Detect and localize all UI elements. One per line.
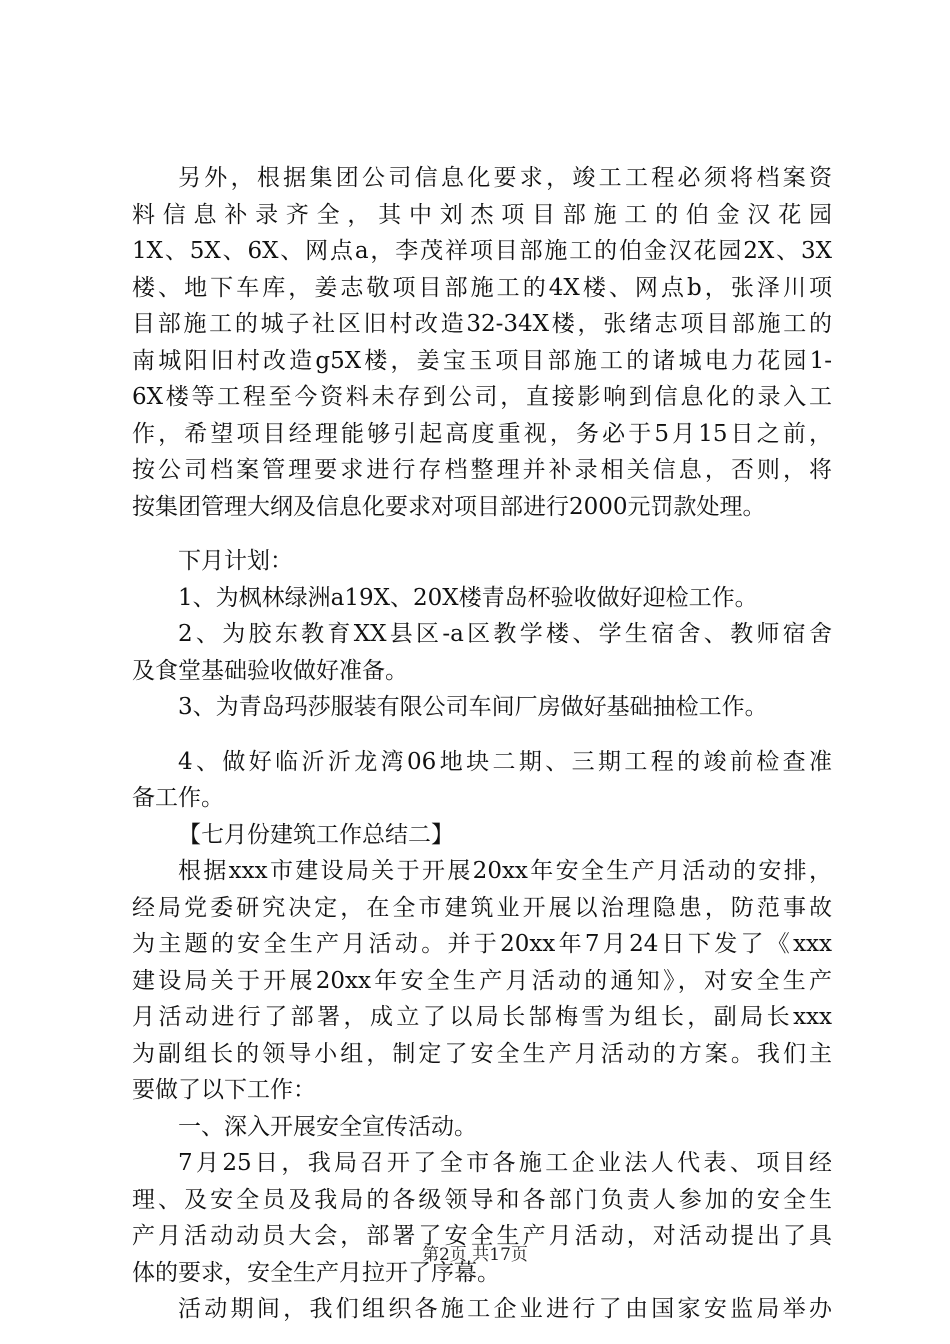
text-line: 6X楼等工程至今资料未存到公司，直接影响到信息化的录入工 [132,384,832,410]
paragraph-activities [132,1291,832,1328]
text-line: 1X、5X、6X、网点a，李茂祥项目部施工的伯金汉花园2X、3X [132,238,832,264]
text-line: 月活动进行了部署，成立了以局长郜梅雪为组长，副局长xxx [132,1004,832,1030]
text-line: 4、做好临沂沂龙湾06地块二期、三期工程的竣前检查准 [178,748,832,775]
text-line: 要做了以下工作： [132,1077,316,1103]
paragraph-safety-month [132,853,832,1109]
text-line: 楼、地下车库，姜志敬项目部施工的4X楼、网点b，张泽川项 [132,274,832,301]
text-line: 为副组长的领导小组，制定了安全生产月活动的方案。我们主 [132,1040,832,1067]
text-line: 2、为胶东教育XX县区-a区教学楼、学生宿舍、教师宿舍 [178,621,832,647]
text-line: 下月计划： [178,548,293,574]
text-line: 3、为青岛玛莎服装有限公司车间厂房做好基础抽检工作。 [178,694,768,720]
text-line: 1、为枫林绿洲a19X、20X楼青岛杯验收做好迎检工作。 [178,584,758,611]
page-number: 第2页 共17页 [422,1245,528,1265]
page-footer [0,1240,950,1265]
plan-item-1 [132,580,832,617]
document-body [132,160,832,1328]
section-heading [132,817,832,854]
paragraph-mobilization-meeting [132,1145,832,1291]
subheading-safety-promotion [132,1109,832,1146]
plan-item-4 [132,744,832,817]
text-line: 为主题的安全生产月活动。并于20xx年7月24日下发了《xxx [132,931,832,957]
text-line: 料信息补录齐全，其中刘杰项目部施工的伯金汉花园 [132,201,832,228]
text-line: 一、深入开展安全宣传活动。 [178,1113,477,1140]
paragraph-gap [132,726,832,744]
text-line: 按集团管理大纲及信息化要求对项目部进行2000元罚款处理。 [132,493,766,520]
text-line: 理、及安全员及我局的各级领导和各部门负责人参加的安全生 [132,1186,832,1213]
heading-next-month-plan [132,543,832,580]
text-line: 目部施工的城子社区旧村改造32-34X楼，张绪志项目部施工的 [132,311,832,337]
text-line: 作，希望项目经理能够引起高度重视，务必于5月15日之前， [132,420,832,447]
text-line: 备工作。 [132,785,224,811]
text-line: 按公司档案管理要求进行存档整理并补录相关信息，否则，将 [132,457,832,483]
text-line: 南城阳旧村改造g5X楼，姜宝玉项目部施工的诸城电力花园1- [132,347,832,374]
text-line: 【七月份建筑工作总结二】 [178,821,454,848]
text-line: 及食堂基础验收做好准备。 [132,657,408,684]
plan-item-3 [132,689,832,726]
text-line: 建设局关于开展20xx年安全生产月活动的通知》，对安全生产 [132,967,832,994]
text-line: 活动期间，我们组织各施工企业进行了由国家安监局举办 [178,1296,832,1322]
text-line: 7月25日，我局召开了全市各施工企业法人代表、项目经 [178,1150,832,1176]
text-line: 产月活动动员大会，部署了安全生产月活动，对活动提出了具 [132,1223,832,1249]
text-line: 另外，根据集团公司信息化要求，竣工工程必须将档案资 [178,165,832,191]
paragraph-gap [132,525,832,543]
plan-item-2 [132,616,832,689]
text-line: 经局党委研究决定，在全市建筑业开展以治理隐患，防范事故 [132,894,832,921]
text-line: 体的要求，安全生产月拉开了序幕。 [132,1259,500,1286]
text-line: 根据xxx市建设局关于开展20xx年安全生产月活动的安排， [178,858,832,884]
paragraph-archive-notice [132,160,832,525]
